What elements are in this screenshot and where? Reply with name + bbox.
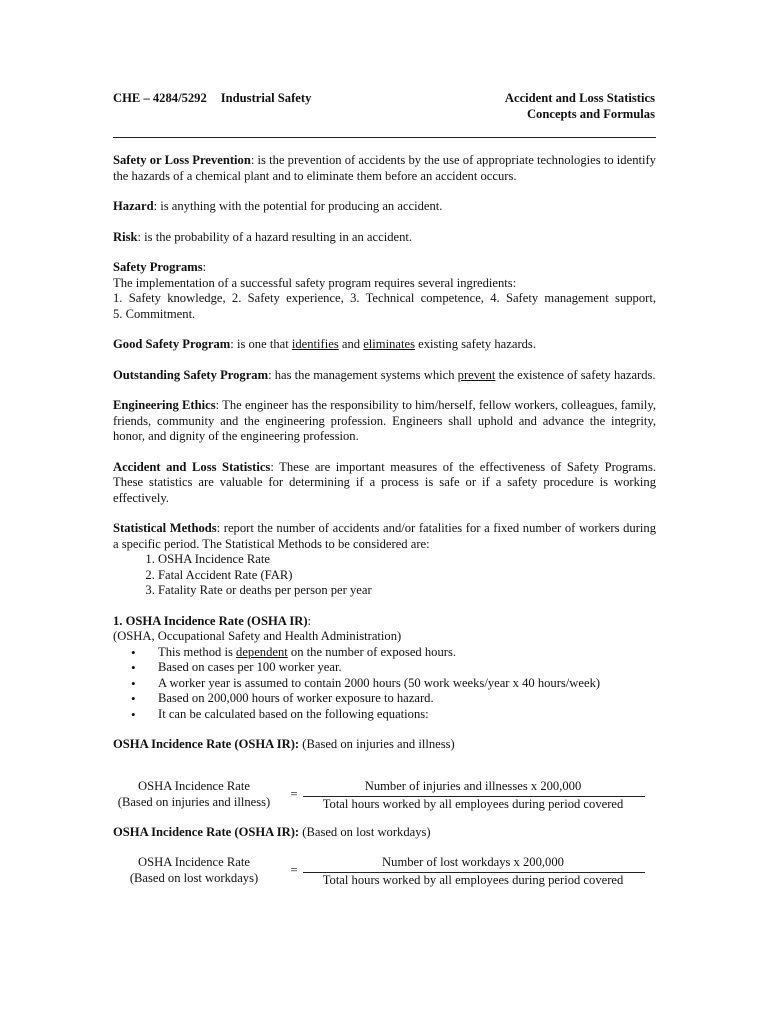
formula-fraction	[303, 855, 643, 888]
term: Engineering Ethics	[113, 398, 216, 412]
equals-sign: =	[290, 863, 298, 877]
definition-statistical-methods	[113, 521, 656, 599]
list-item: • A worker year is assumed to contain 2000 hours (50 work weeks/year x 40 hours/week)	[158, 676, 656, 692]
definition-text: : is the prevention of accidents by the use of appropriate technologies to identify the hazards of a chemical plant and to eliminate them before an accident occurs.	[113, 153, 656, 183]
course-title: Industrial Safety	[220, 91, 312, 105]
course-code: CHE – 4284/5292	[113, 91, 207, 105]
underlined-word: dependent	[236, 644, 288, 659]
list-item: 1. OSHA Incidence Rate	[158, 552, 656, 568]
list-item: 3. Fatality Rate or deaths per person per year	[158, 583, 656, 599]
programs-ingredients: 1. Safety knowledge, 2. Safety experience, 3. Technical competence, 4. Safety management support,	[113, 291, 656, 305]
underlined-word: eliminates	[363, 337, 415, 351]
definition-safety-programs: Safety Programs: The implementation of a successful safety program requires several ingredients: 1. Safety knowledge, 2. Safety experience, 3. Technical competence, 4. Safety management support, 5. Commitment.	[113, 260, 656, 321]
definition-risk	[113, 230, 656, 246]
document-title-line1: Accident and Loss Statistics	[504, 91, 655, 105]
section-heading: 1. OSHA Incidence Rate (OSHA IR):	[113, 613, 312, 628]
section-osha-ir	[113, 614, 656, 723]
document-body	[113, 153, 656, 753]
definition-good-safety-program: Good Safety Program: is one that identifies and eliminates existing safety hazards.	[113, 337, 536, 351]
definition-loss-prevention	[113, 153, 656, 184]
programs-ingredients-cont: 5. Commitment.	[113, 306, 196, 321]
definition-outstanding-safety-program: Outstanding Safety Program: has the management systems which prevent the existence of safety hazards.	[113, 367, 656, 382]
formula-lost-workdays	[113, 855, 656, 891]
definition-accident-loss-statistics	[113, 460, 656, 507]
term: Risk	[113, 229, 138, 244]
list-item: • This method is dependent on the number of exposed hours.	[158, 645, 656, 661]
equals-sign: =	[290, 787, 298, 801]
programs-intro: The implementation of a successful safety program requires several ingredients:	[113, 275, 517, 290]
definition-text: : These are important measures of the effectiveness of Safety Programs. These statistics are valuable for determining if a process is safe or if a safety procedure is working effectively.	[113, 459, 656, 505]
term: Good Safety Program	[113, 337, 231, 351]
term: Safety Programs	[113, 260, 203, 274]
definition-hazard	[113, 199, 656, 215]
denominator: Total hours worked by all employees during period covered	[322, 872, 624, 887]
formula2-caption: OSHA Incidence Rate (OSHA IR): (Based on lost workdays)	[113, 825, 431, 839]
definition-text: : is the probability of a hazard resulting in an accident.	[137, 229, 413, 244]
definition-text: : is anything with the potential for producing an accident.	[153, 199, 443, 213]
section-subheading: (OSHA, Occupational Safety and Health Administration)	[113, 629, 402, 643]
methods-list	[113, 552, 656, 599]
formula-fraction	[303, 779, 643, 812]
definition-text: : The engineer has the responsibility to him/herself, fellow workers, colleagues, family, friends, community and the engineering profession. Engineers shall uphold and advance the integrity, honor, and dignity of the engineering profession.	[113, 398, 657, 443]
document-title	[505, 91, 655, 122]
list-item: • Based on 200,000 hours of worker exposure to hazard.	[158, 691, 656, 707]
formula-lhs: OSHA Incidence Rate (Based on injuries and illness)	[117, 779, 271, 809]
list-item: • Based on cases per 100 worker year.	[158, 660, 656, 676]
osha-bullet-list	[113, 645, 656, 723]
term: Statistical Methods	[113, 521, 217, 535]
formula-lhs: OSHA Incidence Rate (Based on lost workdays)	[129, 855, 259, 885]
term: Accident and Loss Statistics	[113, 459, 271, 474]
formula-injuries-illness	[113, 779, 656, 815]
list-item: • It can be calculated based on the following equations:	[158, 707, 656, 723]
definition-engineering-ethics	[113, 398, 656, 445]
underlined-word: prevent	[457, 367, 496, 382]
formula1-caption: OSHA Incidence Rate (OSHA IR): (Based on injuries and illness)	[113, 737, 455, 751]
header-divider	[113, 137, 656, 138]
definition-text: : report the number of accidents and/or fatalities for a fixed number of workers during a specific period. The Statistical Methods to be considered are:	[113, 521, 656, 551]
list-item: 2. Fatal Accident Rate (FAR)	[158, 568, 656, 584]
denominator: Total hours worked by all employees during period covered	[322, 796, 624, 811]
numerator: Number of lost workdays x 200,000	[382, 855, 564, 869]
term: Hazard	[113, 199, 154, 213]
underlined-word: identifies	[291, 337, 339, 351]
numerator: Number of injuries and illnesses x 200,000	[364, 779, 582, 793]
term: Outstanding Safety Program	[113, 367, 269, 382]
document-title-line2: Concepts and Formulas	[526, 106, 655, 121]
term: Safety or Loss Prevention	[113, 153, 251, 167]
course-header	[113, 91, 311, 107]
